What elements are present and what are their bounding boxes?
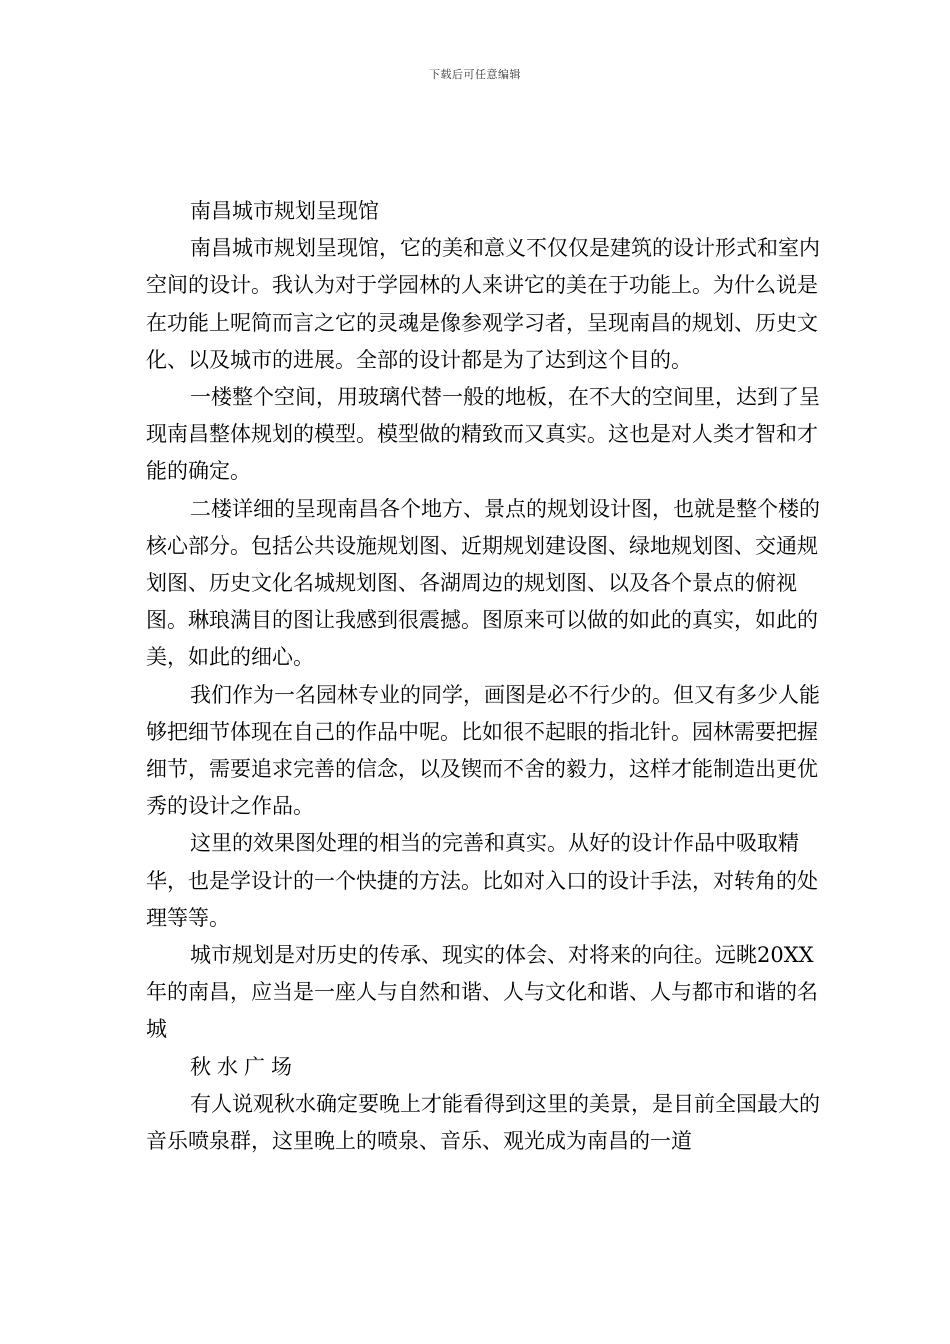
section-title-qiushui-square: 秋水广场	[190, 1054, 298, 1079]
paragraph-intro: 南昌城市规划呈现馆，它的美和意义不仅仅是建筑的设计形式和室内空间的设计。我认为对于学园林的人来讲它的美在于功能上。为什么说是在功能上呢简而言之它的灵魂是像参观学习者，呈现南昌的规划、历史文化、以及城市的进展。全部的设计都是为了达到这个目的。	[146, 236, 820, 372]
paragraph-second-floor: 二楼详细的呈现南昌各个地方、景点的规划设计图，也就是整个楼的核心部分。包括公共设施规划图、近期规划建设图、绿地规划图、交通规划图、历史文化名城规划图、各湖周边的规划图、以及各个景点的俯视图。琳琅满目的图让我感到很震撼。图原来可以做的如此的真实，如此的美，如此的细心。	[146, 496, 820, 670]
paragraph-city-planning: 城市规划是对历史的传承、现实的体会、对将来的向往。远眺20XX年的南昌，应当是一座人与自然和谐、人与文化和谐、人与都市和谐的名城	[146, 943, 818, 1042]
paragraph-qiushui: 有人说观秋水确定要晚上才能看得到这里的美景，是目前全国最大的音乐喷泉群，这里晚上的喷泉、音乐、观光成为南昌的一道	[146, 1091, 820, 1154]
paragraph-first-floor: 一楼整个空间，用玻璃代替一般的地板，在不大的空间里，达到了呈现南昌整体规划的模型。模型做的精致而又真实。这也是对人类才智和才能的确定。	[146, 385, 820, 484]
paragraph-renderings: 这里的效果图处理的相当的完善和真实。从好的设计作品中吸取精华，也是学设计的一个快捷的方法。比如对入口的设计手法，对转角的处理等等。	[146, 831, 818, 930]
section-title-planning-hall: 南昌城市规划呈现馆	[190, 199, 379, 223]
paragraph-landscape-students: 我们作为一名园林专业的同学，画图是必不行少的。但又有多少人能够把细节体现在自己的作品中呢。比如很不起眼的指北针。园林需要把握细节，需要追求完善的信念，以及锲而不舍的毅力，这样才能制造出更优秀的设计之作品。	[146, 682, 820, 819]
page-header-note: 下载后可任意编辑	[429, 68, 521, 81]
document-body	[146, 193, 822, 1160]
